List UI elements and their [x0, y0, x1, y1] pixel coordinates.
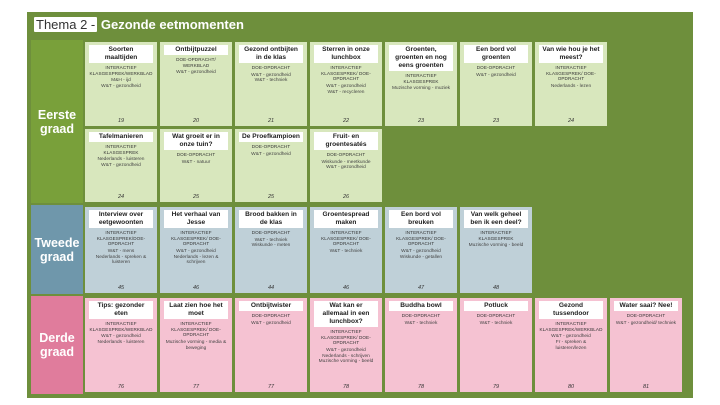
- activity-card: [235, 42, 307, 126]
- activity-card: [235, 298, 307, 392]
- activity-card: [610, 298, 682, 392]
- activity-title: De Proefkampioen: [239, 132, 303, 142]
- activity-subjects: W&T - gezondheid: [476, 72, 516, 78]
- activity-type: DOE-OPDRACHT: [476, 65, 516, 70]
- activity-type: DOE-OPDRACHT: [326, 152, 366, 157]
- grade-label-second: [31, 205, 83, 294]
- activity-type: DOE-OPDRACHT: [476, 313, 516, 318]
- activity-subjects: W&T - gezondheid W&T - recycleren: [326, 83, 366, 95]
- activity-card: [160, 298, 232, 392]
- activity-type: INTERACTIEF KLASGESPREK/ DOE-OPDRACHT: [546, 65, 596, 82]
- title-prefix: Thema 2 -: [36, 17, 96, 32]
- activity-title: Een bord vol groenten: [464, 45, 528, 63]
- activity-type: DOE-OPDRACHT: [251, 230, 291, 235]
- activity-type: INTERACTIEF KLASGESPREK: [478, 230, 514, 241]
- page-number: 47: [417, 285, 425, 291]
- activity-type: INTERACTIEF KLASGESPREK/WERKBLAD: [89, 321, 153, 332]
- activity-card: [85, 42, 157, 126]
- activity-subjects: Muzische vorming - muziek: [391, 86, 451, 92]
- activity-type: INTERACTIEF KLASGESPREK/DOE-OPDRACHT: [96, 230, 146, 247]
- page-number: 25: [192, 194, 200, 200]
- activity-card: [535, 42, 607, 126]
- grade-second-text: Tweede graad: [34, 235, 80, 264]
- activity-subjects: W&T - gezondheid: [176, 70, 216, 76]
- page-number: 26: [342, 194, 350, 200]
- activity-subjects: W&T - gezondheid: [251, 151, 291, 157]
- grade-third-text: Derde graad: [39, 331, 75, 359]
- activity-title: Van welk geheel ben ik een deel?: [464, 210, 528, 228]
- page-number: 24: [117, 194, 125, 200]
- activity-subjects: W&T - mens Nederlands - spreken & luisteren: [95, 248, 147, 266]
- activity-card: [310, 207, 382, 293]
- activity-type: INTERACTIEF KLASGESPREK/ DOE-OPDRACHT: [171, 230, 221, 247]
- activity-subjects: Nederlands - luisteren W&T - gezondheid: [97, 157, 145, 168]
- activity-type: INTERACTIEF KLASGESPREK/ DOE-OPDRACHT: [321, 329, 371, 346]
- activity-subjects: W&T - gezondheid Fr - spreken & luisteren/lezen: [551, 334, 591, 351]
- page-number: 76: [117, 384, 125, 390]
- activity-subjects: Wiskunde - meetkunde W&T - gezondheid: [321, 159, 371, 171]
- activity-card: [460, 42, 532, 126]
- activity-card: [160, 129, 232, 202]
- activity-type: DOE-OPDRACHT: [251, 65, 291, 70]
- activity-subjects: W&T - gezondheid Nederlands - lezen & schrijven: [173, 248, 219, 266]
- page-number: 22: [342, 118, 350, 124]
- activity-type: DOE-OPDRACHT: [626, 313, 666, 318]
- activity-title: Groenten, groenten en nog eens groenten: [389, 45, 453, 71]
- activity-title: Ontbijtwister: [239, 301, 303, 311]
- activity-title: Een bord vol breuken: [389, 210, 453, 228]
- activity-type: INTERACTIEF KLASGESPREK/WERKBLAD: [539, 321, 603, 332]
- activity-title: Fruit- en groentesatés: [314, 132, 378, 150]
- grade-first-text: Eerste graad: [37, 107, 77, 136]
- page-number: 77: [267, 384, 275, 390]
- activity-title: Buddha bowl: [389, 301, 453, 311]
- activity-type: DOE-OPDRACHT: [251, 313, 291, 318]
- grade-label-third: [31, 296, 83, 394]
- activity-card: [385, 207, 457, 293]
- activity-type: DOE-OPDRACHT: [401, 313, 441, 318]
- activity-title: Wat kan er allemaal in een lunchbox?: [314, 301, 378, 327]
- activity-subjects: W&T - gezondheid Nederlands - schrijven Muzische vorming - beeld: [318, 347, 374, 365]
- activity-title: Groentespread maken: [314, 210, 378, 228]
- page-number: 19: [117, 118, 125, 124]
- activity-card: [385, 42, 457, 126]
- page-number: 81: [642, 384, 650, 390]
- activity-card: [535, 298, 607, 392]
- title-main: Gezonde eetmomenten: [97, 17, 244, 32]
- page-number: 77: [192, 384, 200, 390]
- page-number: 78: [342, 384, 350, 390]
- activity-title: Gezond tussendoor: [539, 301, 603, 319]
- activity-title: Tips: gezonder eten: [89, 301, 153, 319]
- activity-card: [235, 129, 307, 202]
- activity-card: [310, 42, 382, 126]
- activity-type: INTERACTIEF KLASGESPREK/ DOE-OPDRACHT: [321, 65, 371, 82]
- activity-subjects: M&H - ijd W&T - gezondheid: [101, 78, 141, 89]
- activity-card: [160, 207, 232, 293]
- activity-title: Potluck: [464, 301, 528, 311]
- activity-card: [85, 298, 157, 392]
- activity-card: [310, 129, 382, 202]
- activity-title: Soorten maaltijden: [89, 45, 153, 63]
- page-number: 79: [492, 384, 500, 390]
- activity-title: Sterren in onze lunchbox: [314, 45, 378, 63]
- activity-type: INTERACTIEF KLASGESPREK: [103, 144, 139, 155]
- activity-title: Wat groeit er in onze tuin?: [164, 132, 228, 150]
- activity-subjects: W&T - gezondheid W&T - techniek: [251, 72, 291, 84]
- page-number: 78: [417, 384, 425, 390]
- activity-type: INTERACTIEF KLASGESPREK/ DOE-OPDRACHT: [321, 230, 371, 247]
- activity-title: Interview over eetgewoonten: [89, 210, 153, 228]
- page-number: 80: [567, 384, 575, 390]
- activity-title: Tafelmanieren: [89, 132, 153, 142]
- activity-title: Brood bakken in de klas: [239, 210, 303, 228]
- page-number: 24: [567, 118, 575, 124]
- page-number: 44: [267, 285, 275, 291]
- activity-title: Ontbijtpuzzel: [164, 45, 228, 55]
- activity-subjects: W&T - gezondheid Wiskunde - getallen: [399, 248, 443, 260]
- activity-card: [85, 129, 157, 202]
- activity-subjects: Muzische vorming - media & beweging: [165, 339, 227, 351]
- activity-subjects: W&T - gezondheid/ techniek: [615, 320, 677, 326]
- activity-card: [310, 298, 382, 392]
- activity-subjects: Nederlands - lezen: [550, 83, 592, 89]
- activity-subjects: W&T - techniek: [479, 320, 513, 326]
- activity-type: INTERACTIEF KLASGESPREK/ DOE-OPDRACHT: [396, 230, 446, 247]
- activity-subjects: W&T - techniek: [329, 248, 363, 254]
- activity-type: INTERACTIEF KLASGESPREK/ DOE-OPDRACHT: [171, 321, 221, 338]
- activity-subjects: W&T - techniek Wiskunde - meten: [251, 237, 291, 249]
- activity-subjects: W&T - gezondheid: [251, 320, 291, 326]
- activity-card: [460, 207, 532, 293]
- activity-subjects: W&T - gezondheid Nederlands - luisteren: [97, 334, 145, 345]
- activity-subjects: Muzische vorming - beeld: [468, 243, 524, 249]
- page-number: 48: [492, 285, 500, 291]
- activity-subjects: W&T - techniek: [404, 320, 438, 326]
- activity-subjects: W&T - natuur: [181, 159, 211, 165]
- activity-type: INTERACTIEF KLASGESPREK/WERKBLAD: [89, 65, 153, 76]
- activity-type: DOE-OPDRACHT: [176, 152, 216, 157]
- page-number: 23: [492, 118, 500, 124]
- activity-card: [85, 207, 157, 293]
- page-number: 45: [117, 285, 125, 291]
- activity-title: Laat zien hoe het moet: [164, 301, 228, 319]
- page-number: 21: [267, 118, 275, 124]
- activity-title: Gezond ontbijten in de klas: [239, 45, 303, 63]
- activity-type: DOE-OPDRACHT: [251, 144, 291, 149]
- activity-card: [235, 207, 307, 293]
- page-number: 20: [192, 118, 200, 124]
- activity-type: INTERACTIEF KLASGESPREK: [403, 73, 439, 84]
- page-number: 23: [417, 118, 425, 124]
- activity-title: Van wie hou je het meest?: [539, 45, 603, 63]
- activity-type: DOE-OPDRACHT/ WERKBLAD: [176, 57, 216, 68]
- activity-card: [460, 298, 532, 392]
- activity-title: Water saai? Nee!: [614, 301, 678, 311]
- page-number: 25: [267, 194, 275, 200]
- grade-label-first: [31, 40, 83, 203]
- activity-title: Het verhaal van Jesse: [164, 210, 228, 228]
- page-number: 46: [342, 285, 350, 291]
- activity-card: [385, 298, 457, 392]
- page-title: [34, 17, 244, 33]
- activity-card: [160, 42, 232, 126]
- page-number: 46: [192, 285, 200, 291]
